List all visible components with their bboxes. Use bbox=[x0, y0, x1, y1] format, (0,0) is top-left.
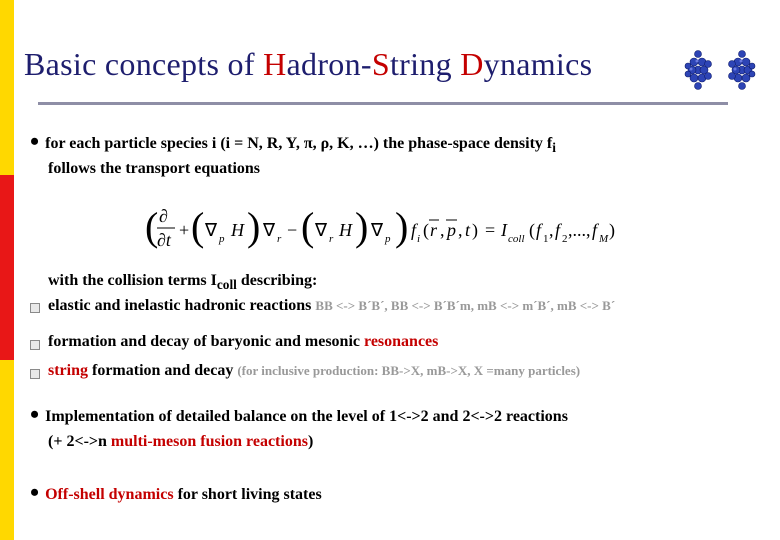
svg-text:(: ( bbox=[423, 220, 429, 240]
sidebar-red-middle bbox=[0, 175, 14, 360]
svg-text:p: p bbox=[385, 233, 391, 245]
bullet1-line1 bbox=[30, 127, 556, 156]
title-letter-h: H bbox=[263, 46, 287, 82]
list-bullet-icon bbox=[30, 369, 40, 379]
sidebar-yellow-bottom bbox=[0, 360, 14, 540]
svg-text:∇: ∇ bbox=[315, 220, 328, 240]
svg-text:t: t bbox=[465, 220, 471, 240]
title-letter-s: S bbox=[371, 46, 390, 82]
svg-text:): ) bbox=[472, 220, 478, 240]
list-item-note: (for inclusive production: BB->X, mB->X, X =many particles) bbox=[237, 363, 581, 378]
collision-intro bbox=[48, 272, 317, 293]
svg-text:I: I bbox=[501, 220, 507, 240]
list-bullet-icon bbox=[30, 303, 40, 313]
svg-text:1: 1 bbox=[543, 233, 549, 245]
list-item-text: elastic and inelastic hadronic reactions bbox=[48, 297, 312, 314]
svg-text:p: p bbox=[447, 220, 456, 240]
bullet1-line2: follows the transport equations bbox=[48, 160, 261, 177]
svg-text:−: − bbox=[287, 220, 298, 240]
svg-text:): ) bbox=[247, 204, 261, 249]
title-text-4: ynamics bbox=[483, 46, 593, 82]
svg-text:∇: ∇ bbox=[205, 220, 218, 240]
svg-text:(: ( bbox=[191, 204, 205, 249]
svg-text:): ) bbox=[355, 204, 369, 249]
list-item-elastic bbox=[48, 297, 615, 315]
svg-text:∂: ∂ bbox=[159, 206, 168, 226]
bullet3 bbox=[30, 478, 322, 507]
svg-text:coll: coll bbox=[508, 233, 525, 245]
svg-text:p: p bbox=[219, 233, 225, 245]
svg-text:r: r bbox=[430, 220, 438, 240]
svg-text:(: ( bbox=[529, 220, 535, 240]
title-letter-d: D bbox=[460, 46, 484, 82]
svg-text:∂t: ∂t bbox=[157, 230, 171, 250]
bullet2-line1 bbox=[30, 400, 568, 429]
svg-text:,: , bbox=[458, 220, 463, 240]
bullet3-highlight: Off-shell dynamics bbox=[45, 486, 174, 503]
collision-intro-subscript: coll bbox=[216, 277, 237, 293]
list-item-resonances bbox=[48, 333, 438, 351]
collision-intro-text: with the collision terms I bbox=[48, 272, 217, 289]
list-item-text: formation and decay of baryonic and mesonic bbox=[48, 333, 364, 350]
svg-text:r: r bbox=[329, 233, 334, 245]
bullet2-post: ) bbox=[307, 433, 314, 450]
collision-intro-tail: describing: bbox=[236, 272, 318, 289]
svg-text:): ) bbox=[609, 220, 615, 240]
bullet2-highlight: multi-meson fusion reactions bbox=[110, 433, 308, 450]
title-text-3: tring bbox=[389, 46, 461, 82]
svg-text:f: f bbox=[536, 220, 542, 240]
svg-text:=: = bbox=[485, 220, 496, 240]
bullet2-pre: (+ 2<->n bbox=[48, 433, 111, 450]
svg-text:H: H bbox=[339, 220, 352, 240]
bullet-dot-icon: • bbox=[30, 127, 40, 156]
list-item-text: formation and decay bbox=[88, 362, 238, 379]
svg-text:2: 2 bbox=[562, 233, 568, 245]
list-item-reactions: BB <-> B´B´, BB <-> B´B´m, mB <-> m´B´, mB <-> B´ bbox=[315, 298, 616, 313]
list-bullet-icon bbox=[30, 340, 40, 350]
title-text-2: adron- bbox=[286, 46, 372, 82]
svg-text:,: , bbox=[549, 220, 554, 240]
svg-text:∇: ∇ bbox=[263, 220, 276, 240]
bullet-dot-icon: • bbox=[30, 478, 40, 507]
bullet3-text: for short living states bbox=[173, 486, 322, 503]
title-text-1: Basic concepts of bbox=[24, 46, 264, 82]
sidebar-stripe bbox=[0, 0, 14, 540]
bullet-dot-icon: • bbox=[30, 400, 40, 429]
svg-text:r: r bbox=[277, 233, 282, 245]
title-underline bbox=[38, 102, 728, 105]
svg-text:,: , bbox=[440, 220, 445, 240]
svg-text:f: f bbox=[411, 220, 417, 240]
svg-text:,...,: ,..., bbox=[568, 220, 591, 240]
list-item-string bbox=[48, 362, 580, 380]
bullet1-text: for each particle species i (i = N, R, Y, π, ρ, K, …) the phase-space density f bbox=[45, 135, 553, 152]
svg-text:M: M bbox=[599, 233, 609, 245]
bullet2-line2 bbox=[48, 433, 313, 451]
bullet1-subscript: i bbox=[552, 140, 556, 156]
list-item-highlight: string bbox=[48, 362, 88, 379]
transport-equation bbox=[145, 200, 615, 260]
svg-text:(: ( bbox=[301, 204, 315, 249]
transport-equation-graphic bbox=[145, 200, 615, 260]
bullet2-text: Implementation of detailed balance on the level of 1<->2 and 2<->2 reactions bbox=[45, 408, 568, 425]
svg-text:H: H bbox=[231, 220, 244, 240]
sidebar-yellow-top bbox=[0, 0, 14, 175]
list-item-highlight: resonances bbox=[364, 333, 439, 350]
svg-text:+: + bbox=[179, 220, 190, 240]
svg-text:): ) bbox=[395, 204, 409, 249]
svg-text:∇: ∇ bbox=[371, 220, 384, 240]
svg-text:i: i bbox=[417, 233, 421, 245]
hadron-collision-logo-icon bbox=[680, 40, 760, 100]
svg-text:f: f bbox=[592, 220, 598, 240]
svg-text:(: ( bbox=[145, 204, 159, 249]
svg-text:f: f bbox=[555, 220, 561, 240]
slide-title bbox=[24, 46, 592, 83]
